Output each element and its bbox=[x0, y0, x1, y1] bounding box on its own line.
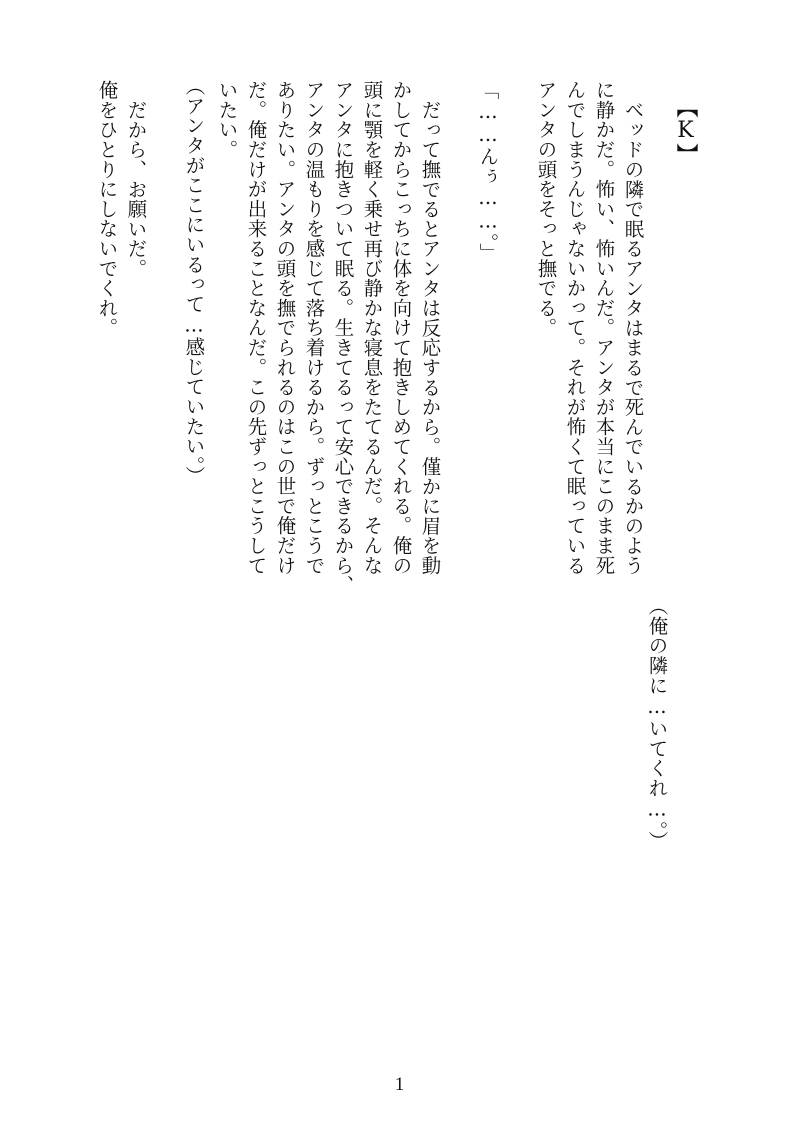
paragraph-2-line-2: かしてからこっちに体を向けて抱きしめてくれる。俺の bbox=[389, 80, 413, 575]
paragraph-2-line-5: アンタの温もりを感じて落ち着けるから。ずっとこうで bbox=[302, 80, 326, 575]
dialogue-1: 「……んぅ……。」 bbox=[476, 80, 500, 263]
paragraph-2-line-6: ありたい。アンタの頭を撫でられるのはこの世で俺だけ bbox=[273, 80, 297, 575]
paragraph-3-line-2: 俺をひとりにしないでくれ。 bbox=[95, 80, 119, 338]
paragraph-1-line-1: ベッドの隣で眠るアンタはまるで死んでいるかのよう bbox=[621, 100, 645, 576]
paragraph-2-line-7: だ。俺だけが出来ることなんだ。この先ずっとこうして bbox=[244, 80, 268, 575]
thought-2: （アンタがここにいるって…感じていたい。） bbox=[182, 76, 206, 486]
paragraph-2-line-8: いたい。 bbox=[215, 80, 239, 160]
paragraph-1-line-3: んでしまうんじゃないかって。それが怖くて眠っている bbox=[563, 80, 587, 575]
section-heading: 【K】 bbox=[673, 96, 698, 165]
paragraph-2-line-3: 頭に顎を軽く乗せ再び静かな寝息をたてるんだ。そんな bbox=[360, 80, 384, 575]
paragraph-3-line-1: だから、お願いだ。 bbox=[124, 100, 148, 279]
thought-1: （俺の隣に…いてくれ…。） bbox=[645, 596, 669, 851]
paragraph-2-line-1: だって撫でるとアンタは反応するから。僅かに眉を動 bbox=[418, 100, 442, 576]
page-number: 1 bbox=[394, 1074, 405, 1095]
paragraph-1-line-2: に静かだ。怖い、怖いんだ。アンタが本当にこのまま死 bbox=[592, 80, 616, 575]
paragraph-2-line-4: アンタに抱きついて眠る。生きてるって安心できるから、 bbox=[331, 80, 355, 595]
paragraph-1-line-4: アンタの頭をそっと撫でる。 bbox=[534, 80, 558, 338]
